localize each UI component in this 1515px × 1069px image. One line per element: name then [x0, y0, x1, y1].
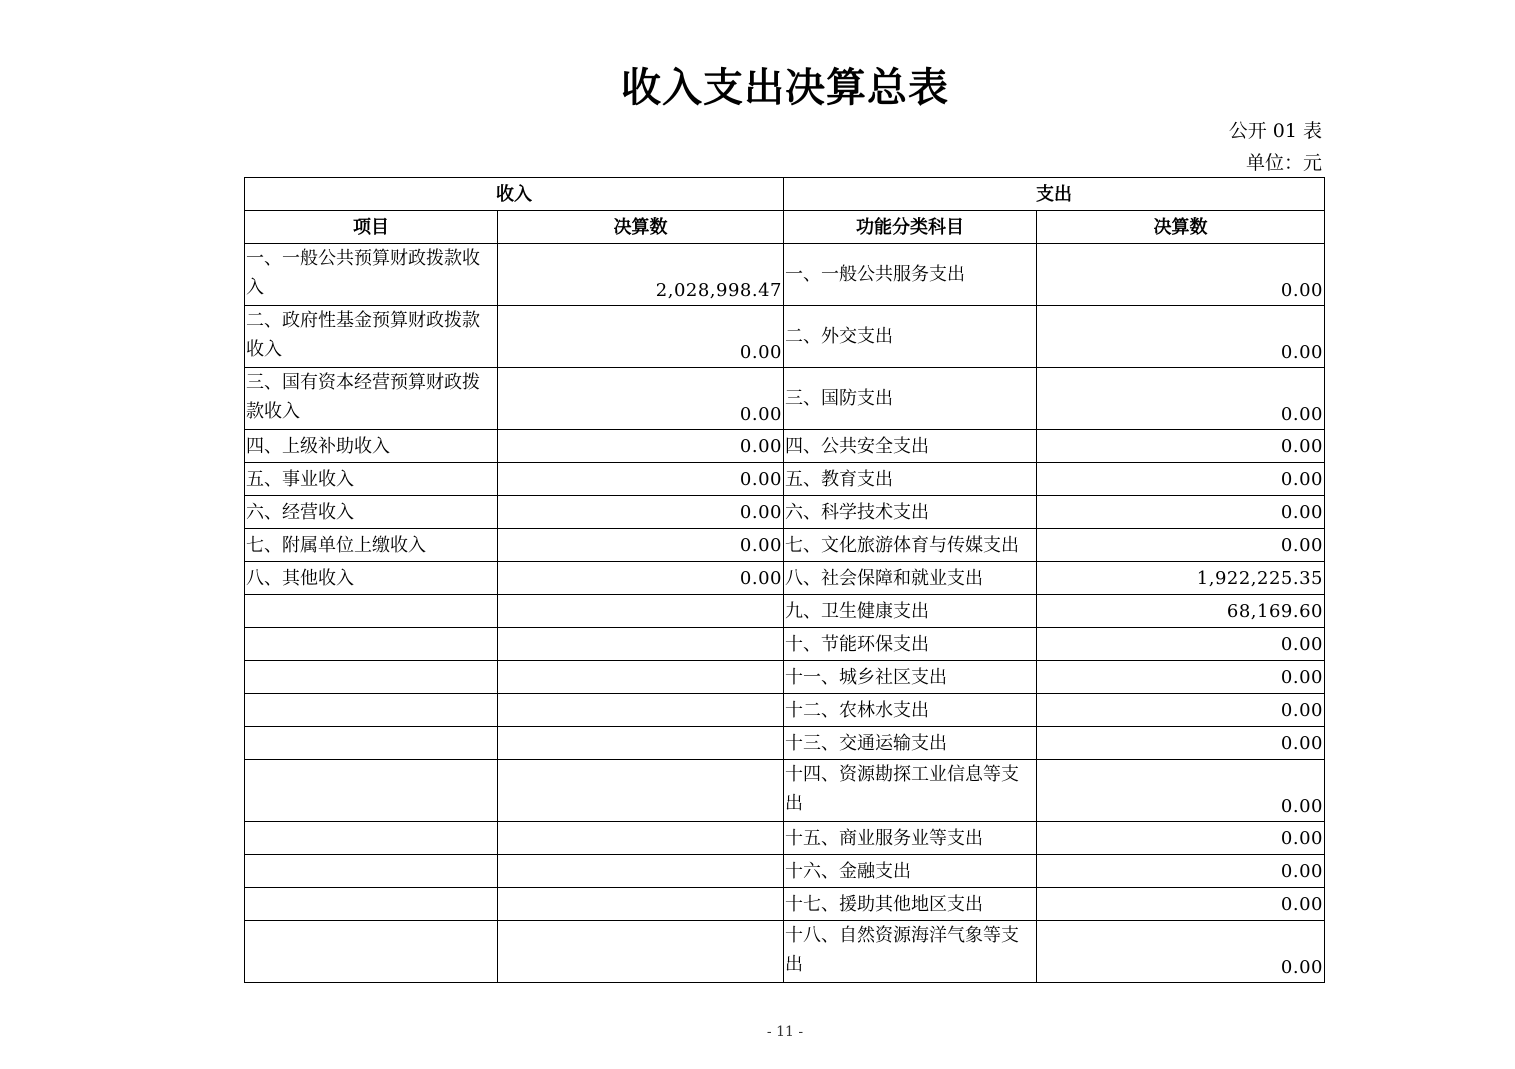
table-row	[245, 921, 1325, 983]
table-row	[245, 661, 1325, 694]
income-item	[245, 595, 498, 628]
expense-item: 一、一般公共服务支出	[784, 244, 1037, 306]
expense-amount: 0.00	[1037, 496, 1325, 529]
expense-item: 七、文化旅游体育与传媒支出	[784, 529, 1037, 562]
expense-item: 十一、城乡社区支出	[784, 661, 1037, 694]
expense-item: 十、节能环保支出	[784, 628, 1037, 661]
expense-amount: 0.00	[1037, 760, 1325, 822]
table-row	[245, 430, 1325, 463]
expense-item: 八、社会保障和就业支出	[784, 562, 1037, 595]
table-row	[245, 562, 1325, 595]
table-row	[245, 595, 1325, 628]
expense-item: 十二、农林水支出	[784, 694, 1037, 727]
expense-item: 六、科学技术支出	[784, 496, 1037, 529]
income-item: 七、附属单位上缴收入	[245, 529, 498, 562]
table-row	[245, 628, 1325, 661]
expense-amount: 0.00	[1037, 628, 1325, 661]
expense-item: 十六、金融支出	[784, 855, 1037, 888]
table-row	[245, 888, 1325, 921]
income-amount	[498, 822, 784, 855]
income-amount: 0.00	[498, 463, 784, 496]
income-section-header: 收入	[245, 178, 784, 211]
income-item	[245, 661, 498, 694]
expense-amount: 0.00	[1037, 306, 1325, 368]
income-item	[245, 760, 498, 822]
table-row	[245, 855, 1325, 888]
page-number: - 11 -	[766, 1024, 804, 1040]
form-number: 公开 01 表	[1228, 120, 1322, 142]
income-amount	[498, 760, 784, 822]
page-title: 收入支出决算总表	[621, 64, 949, 111]
income-item: 二、政府性基金预算财政拨款收入	[245, 306, 498, 368]
expense-item: 十五、商业服务业等支出	[784, 822, 1037, 855]
income-expense-table	[244, 177, 1325, 983]
expense-amount: 0.00	[1037, 529, 1325, 562]
expense-amount-header: 决算数	[1037, 211, 1325, 244]
expense-item: 五、教育支出	[784, 463, 1037, 496]
expense-item: 十四、资源勘探工业信息等支出	[784, 760, 1037, 822]
income-amount: 0.00	[498, 496, 784, 529]
table-row	[245, 496, 1325, 529]
expense-item: 二、外交支出	[784, 306, 1037, 368]
expense-amount: 0.00	[1037, 244, 1325, 306]
table-row	[245, 822, 1325, 855]
income-item-header: 项目	[245, 211, 498, 244]
income-item	[245, 822, 498, 855]
expense-section-header: 支出	[784, 178, 1325, 211]
income-amount: 0.00	[498, 306, 784, 368]
table-row	[245, 368, 1325, 430]
income-amount	[498, 694, 784, 727]
unit-label: 单位：元	[1245, 152, 1322, 174]
expense-item: 十七、援助其他地区支出	[784, 888, 1037, 921]
table-subheader-row	[245, 211, 1325, 244]
income-amount: 2,028,998.47	[498, 244, 784, 306]
table-row	[245, 463, 1325, 496]
expense-amount: 0.00	[1037, 661, 1325, 694]
income-amount-header: 决算数	[498, 211, 784, 244]
income-item: 六、经营收入	[245, 496, 498, 529]
income-item: 三、国有资本经营预算财政拨款收入	[245, 368, 498, 430]
income-item	[245, 888, 498, 921]
income-amount	[498, 855, 784, 888]
income-item	[245, 921, 498, 983]
income-amount	[498, 661, 784, 694]
table-row	[245, 694, 1325, 727]
income-item	[245, 628, 498, 661]
table-row	[245, 244, 1325, 306]
income-item: 四、上级补助收入	[245, 430, 498, 463]
expense-amount: 0.00	[1037, 888, 1325, 921]
table-row	[245, 529, 1325, 562]
income-amount: 0.00	[498, 430, 784, 463]
table-row	[245, 306, 1325, 368]
income-amount: 0.00	[498, 529, 784, 562]
expense-amount: 68,169.60	[1037, 595, 1325, 628]
expense-amount: 0.00	[1037, 855, 1325, 888]
income-item	[245, 694, 498, 727]
income-item	[245, 727, 498, 760]
expense-item: 十三、交通运输支出	[784, 727, 1037, 760]
income-amount	[498, 595, 784, 628]
expense-item-header: 功能分类科目	[784, 211, 1037, 244]
expense-amount: 1,922,225.35	[1037, 562, 1325, 595]
income-amount: 0.00	[498, 562, 784, 595]
income-amount	[498, 888, 784, 921]
income-item: 一、一般公共预算财政拨款收入	[245, 244, 498, 306]
expense-amount: 0.00	[1037, 921, 1325, 983]
income-item: 五、事业收入	[245, 463, 498, 496]
expense-amount: 0.00	[1037, 368, 1325, 430]
income-amount	[498, 628, 784, 661]
income-amount: 0.00	[498, 368, 784, 430]
income-amount	[498, 921, 784, 983]
expense-item: 九、卫生健康支出	[784, 595, 1037, 628]
table-row	[245, 760, 1325, 822]
expense-amount: 0.00	[1037, 727, 1325, 760]
expense-item: 三、国防支出	[784, 368, 1037, 430]
expense-item: 十八、自然资源海洋气象等支出	[784, 921, 1037, 983]
income-item	[245, 855, 498, 888]
expense-amount: 0.00	[1037, 463, 1325, 496]
expense-item: 四、公共安全支出	[784, 430, 1037, 463]
table-row	[245, 727, 1325, 760]
income-item: 八、其他收入	[245, 562, 498, 595]
income-amount	[498, 727, 784, 760]
expense-amount: 0.00	[1037, 822, 1325, 855]
table-header-row	[245, 178, 1325, 211]
expense-amount: 0.00	[1037, 430, 1325, 463]
expense-amount: 0.00	[1037, 694, 1325, 727]
